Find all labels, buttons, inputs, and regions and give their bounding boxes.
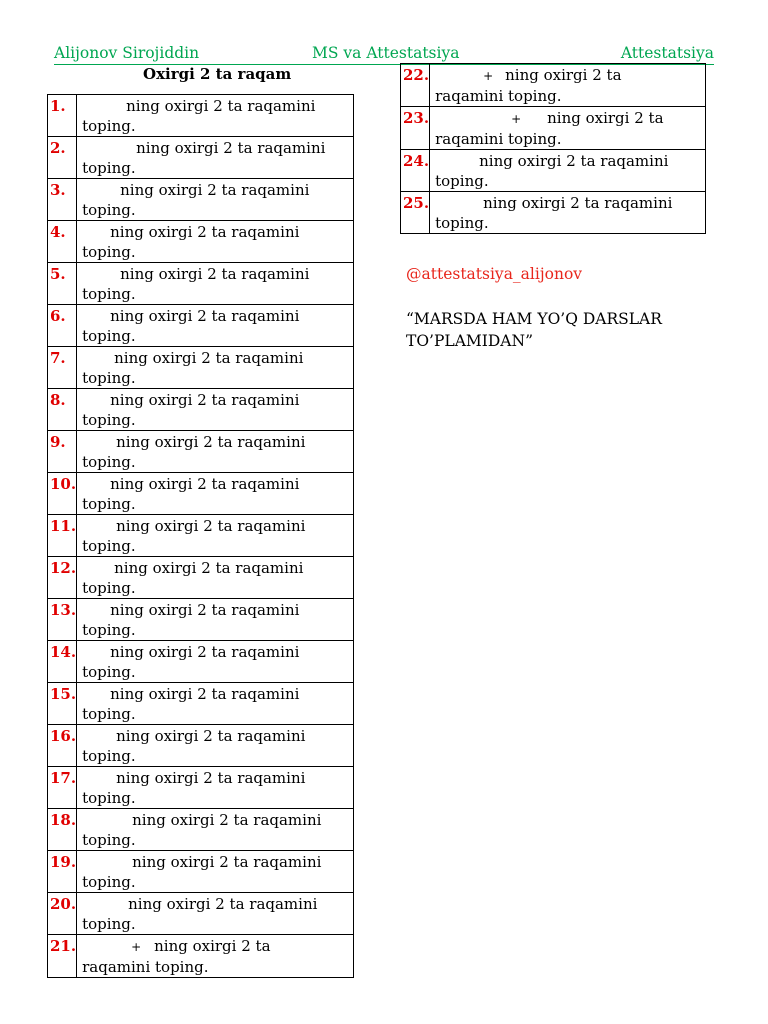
question-text <box>77 935 354 978</box>
question-line2: raqamini toping. <box>82 958 209 976</box>
question-number: 16. <box>48 725 77 767</box>
question-line1: ning oxirgi 2 ta raqamini <box>110 307 300 325</box>
question-line2: toping. <box>82 411 136 429</box>
question-line1: ning oxirgi 2 ta raqamini <box>116 433 306 451</box>
question-number: 3. <box>48 179 77 221</box>
question-row <box>401 64 706 107</box>
question-line2: toping. <box>82 789 136 807</box>
question-text <box>77 767 354 809</box>
question-row <box>48 347 354 389</box>
question-line1: ning oxirgi 2 ta raqamini <box>126 97 316 115</box>
question-text <box>430 64 706 107</box>
question-line1: ning oxirgi 2 ta raqamini <box>110 391 300 409</box>
question-line2: toping. <box>82 159 136 177</box>
question-line2: toping. <box>82 663 136 681</box>
author-name: Alijonov Sirojiddin <box>54 44 200 62</box>
question-text <box>77 431 354 473</box>
plus-sign: + <box>131 940 142 954</box>
question-number: 5. <box>48 263 77 305</box>
question-text <box>430 150 706 192</box>
question-line1: ning oxirgi 2 ta raqamini <box>479 152 669 170</box>
question-line1: ning oxirgi 2 ta raqamini <box>110 223 300 241</box>
question-row <box>48 221 354 263</box>
question-text <box>77 179 354 221</box>
telegram-handle: @attestatsiya_alijonov <box>406 265 583 283</box>
question-text <box>77 221 354 263</box>
question-number: 17. <box>48 767 77 809</box>
question-number: 2. <box>48 137 77 179</box>
question-number: 19. <box>48 851 77 893</box>
question-row <box>48 557 354 599</box>
question-text <box>430 107 706 150</box>
question-line1: ning oxirgi 2 ta raqamini <box>116 517 306 535</box>
question-line1: ning oxirgi 2 ta raqamini <box>132 811 322 829</box>
question-line1: ning oxirgi 2 ta raqamini <box>110 643 300 661</box>
questions-table-right <box>400 63 706 234</box>
question-row <box>48 515 354 557</box>
question-line1: ning oxirgi 2 ta raqamini <box>110 685 300 703</box>
question-line1: ning oxirgi 2 ta raqamini <box>483 194 673 212</box>
header-topic: Attestatsiya <box>620 44 714 62</box>
question-line2: toping. <box>435 214 489 232</box>
question-line2: toping. <box>82 873 136 891</box>
question-row <box>48 893 354 935</box>
page-title: Oxirgi 2 ta raqam <box>143 65 292 83</box>
question-text <box>77 809 354 851</box>
question-line2: toping. <box>82 915 136 933</box>
question-line1: ning oxirgi 2 ta raqamini <box>128 895 318 913</box>
plus-sign: + <box>511 112 522 126</box>
question-row <box>48 179 354 221</box>
question-line1: ning oxirgi 2 ta raqamini <box>116 727 306 745</box>
question-number: 24. <box>401 150 430 192</box>
question-number: 21. <box>48 935 77 978</box>
question-line1: ning oxirgi 2 ta <box>547 109 664 127</box>
question-row <box>48 389 354 431</box>
question-line1: ning oxirgi 2 ta raqamini <box>136 139 326 157</box>
question-row <box>48 641 354 683</box>
header-subject: MS va Attestatsiya <box>312 44 460 62</box>
question-text <box>77 557 354 599</box>
question-line1: ning oxirgi 2 ta raqamini <box>114 349 304 367</box>
question-row <box>401 192 706 234</box>
question-row <box>48 599 354 641</box>
question-number: 13. <box>48 599 77 641</box>
question-line2: toping. <box>82 747 136 765</box>
question-line2: toping. <box>82 285 136 303</box>
question-line2: toping. <box>82 369 136 387</box>
question-line1: ning oxirgi 2 ta <box>154 937 271 955</box>
question-text <box>77 683 354 725</box>
question-number: 10. <box>48 473 77 515</box>
question-text <box>77 725 354 767</box>
question-line1: ning oxirgi 2 ta raqamini <box>114 559 304 577</box>
question-line1: ning oxirgi 2 ta raqamini <box>116 769 306 787</box>
question-row <box>48 305 354 347</box>
question-line2: toping. <box>82 537 136 555</box>
question-row <box>48 683 354 725</box>
question-number: 15. <box>48 683 77 725</box>
question-row <box>401 107 706 150</box>
question-number: 4. <box>48 221 77 263</box>
question-row <box>48 935 354 978</box>
collection-quote: “MARSDA HAM YO’Q DARSLAR TO’PLAMIDAN” <box>406 310 662 350</box>
question-text <box>77 473 354 515</box>
question-row <box>48 431 354 473</box>
question-number: 12. <box>48 557 77 599</box>
question-line2: raqamini toping. <box>435 87 562 105</box>
question-number: 18. <box>48 809 77 851</box>
question-row <box>48 809 354 851</box>
question-text <box>77 389 354 431</box>
plus-sign: + <box>483 69 494 83</box>
question-line1: ning oxirgi 2 ta raqamini <box>110 475 300 493</box>
question-number: 23. <box>401 107 430 150</box>
question-line1: ning oxirgi 2 ta raqamini <box>120 181 310 199</box>
question-line1: ning oxirgi 2 ta raqamini <box>132 853 322 871</box>
question-number: 20. <box>48 893 77 935</box>
question-row <box>48 767 354 809</box>
question-text <box>77 347 354 389</box>
question-text <box>77 851 354 893</box>
question-row <box>48 473 354 515</box>
question-text <box>77 305 354 347</box>
question-row <box>48 137 354 179</box>
question-number: 7. <box>48 347 77 389</box>
question-line2: toping. <box>82 327 136 345</box>
question-line1: ning oxirgi 2 ta <box>505 66 622 84</box>
question-text <box>77 515 354 557</box>
question-number: 9. <box>48 431 77 473</box>
question-number: 8. <box>48 389 77 431</box>
question-line2: raqamini toping. <box>435 130 562 148</box>
question-line2: toping. <box>82 243 136 261</box>
question-text <box>77 641 354 683</box>
question-text <box>77 893 354 935</box>
question-row <box>48 725 354 767</box>
question-line2: toping. <box>82 495 136 513</box>
question-text <box>77 263 354 305</box>
question-text <box>77 137 354 179</box>
question-number: 25. <box>401 192 430 234</box>
question-line2: toping. <box>82 453 136 471</box>
question-line2: toping. <box>82 831 136 849</box>
question-row <box>401 150 706 192</box>
page-header <box>54 42 714 65</box>
question-line1: ning oxirgi 2 ta raqamini <box>120 265 310 283</box>
questions-table-left <box>47 94 354 978</box>
question-text <box>77 599 354 641</box>
question-line2: toping. <box>82 579 136 597</box>
question-line2: toping. <box>82 621 136 639</box>
question-number: 22. <box>401 64 430 107</box>
question-line2: toping. <box>82 705 136 723</box>
question-number: 14. <box>48 641 77 683</box>
question-number: 6. <box>48 305 77 347</box>
question-row <box>48 851 354 893</box>
question-line2: toping. <box>435 172 489 190</box>
question-line2: toping. <box>82 201 136 219</box>
question-row <box>48 95 354 137</box>
question-text <box>77 95 354 137</box>
question-row <box>48 263 354 305</box>
question-number: 1. <box>48 95 77 137</box>
question-line1: ning oxirgi 2 ta raqamini <box>110 601 300 619</box>
question-text <box>430 192 706 234</box>
question-number: 11. <box>48 515 77 557</box>
question-line2: toping. <box>82 117 136 135</box>
